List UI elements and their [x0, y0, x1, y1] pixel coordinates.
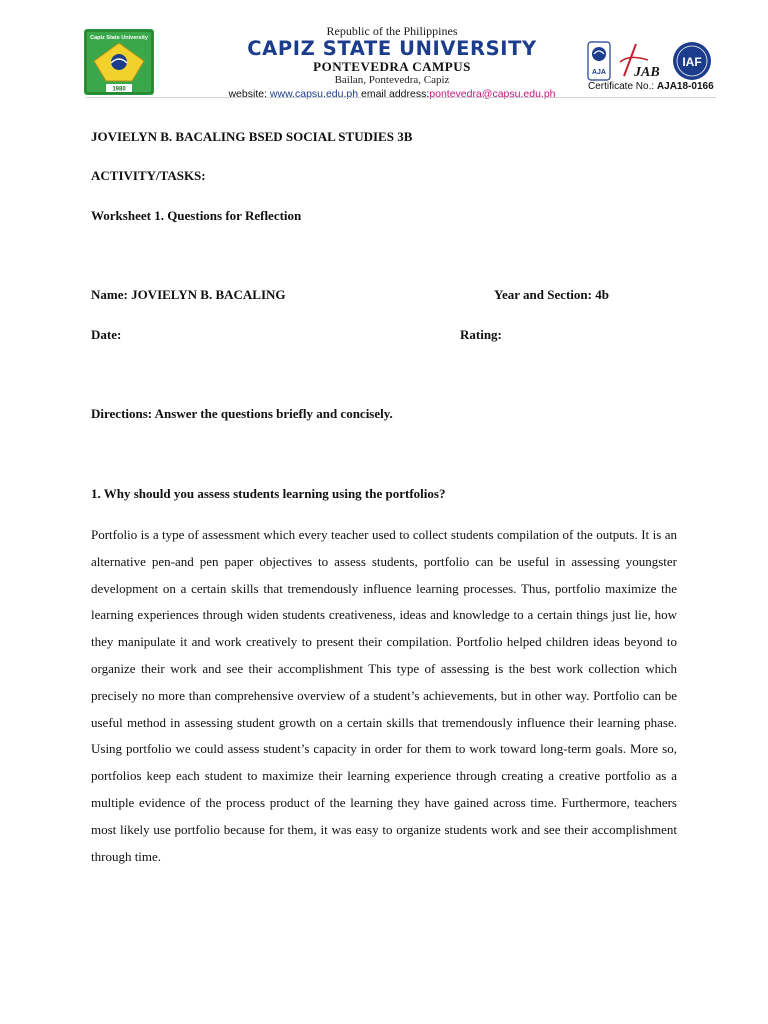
worksheet-title: Worksheet 1. Questions for Reflection — [91, 208, 302, 223]
email-link[interactable]: pontevedra@capsu.edu.ph — [429, 88, 556, 100]
year-section-field: Year and Section: 4b — [494, 287, 609, 302]
date-field: Date: — [91, 327, 122, 342]
university-seal-logo — [84, 29, 154, 95]
jab-logo-icon — [620, 44, 660, 80]
header-divider — [86, 97, 716, 98]
certification-logos — [586, 40, 716, 82]
answer-1: Portfolio is a type of assessment which every teacher used to collect students compilation of the outputs. It is an alternative pen-and pen paper objectives to assess students, portfolio can be useful in assessing youngster development on a certain skills that tremendously influence learning processes. Thus, portfolio maximize the learning experiences through widen students creativeness, ideas and knowledge to a certain things just lie, how they manipulate it and work creatively to present their compilation. Portfolio helped children ideas beyond to organize their work and see their accomplishment This type of assessing is the best work collection which precisely no more than comprehensive overview of a student’s achievements, but in other way. Portfolio can be useful method in assessing student growth on a certain skills that tremendously influence their learning phase. Using portfolio we could assess student’s capacity in order for them to work toward long-term goals. More so, portfolios keep each student to maximize their learning experience through creating a creative portfolio as a multiple evidence of the process product of the learning they have gained across time. Furthermore, teachers most likely use portfolio because for them, it was easy to organize students work and see their accomplishment through time. — [91, 527, 677, 864]
certificate-number — [588, 81, 728, 93]
certificate-value: AJA18-0166 — [656, 81, 714, 92]
aja-text: AJA — [591, 69, 607, 76]
name-field: Name: JOVIELYN B. BACALING — [91, 287, 286, 302]
website-link[interactable]: www.capsu.edu.ph — [269, 88, 359, 100]
student-line: JOVIELYN B. BACALING BSED SOCIAL STUDIES 3B — [91, 129, 413, 144]
certificate-label: Certificate No.: — [588, 81, 655, 92]
seal-text: Capiz State University — [90, 35, 148, 41]
website-label: website: — [228, 88, 267, 100]
question-1: 1. Why should you assess students learning using the portfolios? — [91, 486, 446, 501]
activity-heading: ACTIVITY/TASKS: — [91, 168, 206, 183]
campus-name: PONTEVEDRA CAMPUS — [313, 59, 471, 74]
iaf-logo-icon — [673, 42, 711, 80]
contact-line — [196, 87, 588, 101]
iaf-text: IAF — [682, 55, 702, 69]
seal-year: 1980 — [112, 86, 126, 93]
jab-text: JAB — [634, 65, 660, 80]
directions: Directions: Answer the questions briefly and concisely. — [91, 406, 393, 421]
email-label: email address: — [360, 88, 430, 100]
aja-logo-icon — [588, 42, 610, 80]
campus-address: Bailan, Pontevedra, Capiz — [334, 74, 450, 86]
rating-field: Rating: — [460, 327, 502, 342]
letterhead — [196, 24, 588, 101]
university-name: CAPIZ STATE UNIVERSITY — [247, 37, 537, 60]
republic-line: Republic of the Philippines — [326, 24, 458, 38]
